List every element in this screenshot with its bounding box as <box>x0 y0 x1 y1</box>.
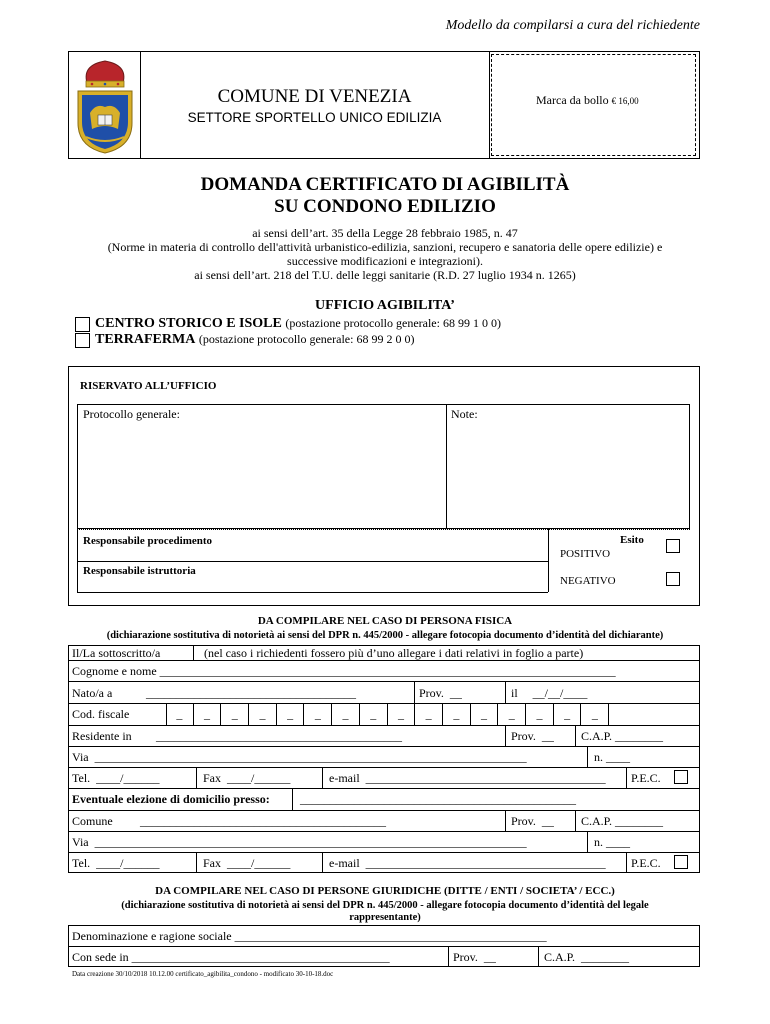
legal-line-2: (Norme in materia di controllo dell'attività urbanistico-edilizia, sanzioni, recupero e sanatoria delle opere edilizie) e <box>107 240 663 254</box>
cod-fiscale-cell[interactable]: _ <box>194 703 222 725</box>
cod-fiscale-cell[interactable]: _ <box>498 703 526 725</box>
cod-fiscale-cell[interactable]: _ <box>277 703 305 725</box>
fax-field[interactable]: Fax ____/______ <box>203 771 291 785</box>
telefono-domicilio-field[interactable]: Tel. ____/______ <box>72 856 160 870</box>
comune-label: Comune <box>72 814 113 828</box>
protocollo-note-box <box>77 404 690 529</box>
email-field[interactable]: e-mail ________________________________________ <box>329 771 606 785</box>
via-field[interactable]: Via ________________________________________________________________________ <box>72 750 527 764</box>
ufficio-title: UFFICIO AGIBILITA’ <box>315 298 455 313</box>
terraferma-checkbox[interactable] <box>75 333 90 348</box>
cognome-nome-field[interactable]: Cognome e nome ____________________________________________________________________________ <box>72 664 616 678</box>
pec-domicilio-checkbox[interactable] <box>674 855 688 869</box>
domicilio-field[interactable]: ______________________________________________ <box>300 792 576 806</box>
domicilio-label: Eventuale elezione di domicilio presso: <box>72 792 270 806</box>
cap-domicilio-field[interactable]: C.A.P. ________ <box>581 814 664 828</box>
sede-field[interactable]: Con sede in ___________________________________________ <box>72 950 390 964</box>
data-nascita-field[interactable]: il __/__/____ <box>511 686 588 700</box>
residente-label: Residente in <box>72 729 132 743</box>
cod-fiscale-cell[interactable]: _ <box>554 703 582 725</box>
prov-residenza-field[interactable]: Prov. __ <box>511 729 554 743</box>
footer-note: Data creazione 30/10/2018 10.12.00 certificato_agibilita_condono - modificato 30-10-18.doc <box>72 970 334 978</box>
legal-line-4: ai sensi dell’art. 218 del T.U. delle leggi sanitarie (R.D. 27 luglio 1934 n. 1265) <box>194 268 576 282</box>
pec-domicilio-label: P.E.C. <box>631 856 661 870</box>
sottoscritto-label: Il/La sottoscritto/a <box>72 646 161 660</box>
comune-title: COMUNE DI VENEZIA <box>217 86 412 107</box>
numero-civico-field[interactable]: n. ____ <box>594 750 630 764</box>
note-label: Note: <box>451 407 478 421</box>
riservato-title: RISERVATO ALL’UFFICIO <box>80 380 217 392</box>
cod-fiscale-cell[interactable]: _ <box>582 703 610 725</box>
nato-field[interactable]: ___________________________________ <box>146 686 356 700</box>
settore-title: SETTORE SPORTELLO UNICO EDILIZIA <box>187 110 442 125</box>
giuridica-subtitle-1: (dichiarazione sostitutiva di notorietà ai sensi del DPR n. 445/2000 - allegare fotocopia documento d’identità del legale <box>121 900 649 911</box>
negativo-checkbox[interactable] <box>666 572 680 586</box>
cod-fiscale-cell[interactable]: _ <box>166 703 194 725</box>
cod-fiscale-cell[interactable]: _ <box>249 703 277 725</box>
resp-istruttoria-label: Responsabile istruttoria <box>83 565 196 577</box>
via-domicilio-field[interactable]: Via ________________________________________________________________________ <box>72 835 527 849</box>
pec-label: P.E.C. <box>631 771 661 785</box>
fisica-title: DA COMPILARE NEL CASO DI PERSONA FISICA <box>257 615 513 627</box>
cod-fiscale-cell[interactable]: _ <box>305 703 333 725</box>
giuridica-subtitle-2: rappresentante) <box>349 912 421 923</box>
cap-sede-field[interactable]: C.A.P. ________ <box>544 950 630 964</box>
negativo-label: NEGATIVO <box>560 575 616 587</box>
cod-fiscale-cell[interactable]: _ <box>332 703 360 725</box>
cod-fiscale-label: Cod. fiscale <box>72 707 130 721</box>
residente-field[interactable]: _________________________________________ <box>156 729 402 743</box>
legal-line-3: successive modificazioni e integrazioni). <box>287 254 483 268</box>
legal-line-1: ai sensi dell’art. 35 della Legge 28 febbraio 1985, n. 47 <box>252 226 518 240</box>
fisica-subtitle: (dichiarazione sostitutiva di notorietà ai sensi del DPR n. 445/2000 - allegare fotocopia documento d’identità del dichiarante) <box>106 630 664 641</box>
document-subtitle: SU CONDONO EDILIZIO <box>274 196 496 217</box>
cap-residenza-field[interactable]: C.A.P. ________ <box>581 729 664 743</box>
cod-fiscale-cell[interactable]: _ <box>388 703 416 725</box>
positivo-label: POSITIVO <box>560 548 611 560</box>
centro-storico-checkbox[interactable] <box>75 317 90 332</box>
top-note: Modello da compilarsi a cura del richiedente <box>445 18 700 33</box>
resp-procedimento-label: Responsabile procedimento <box>83 535 213 547</box>
pec-checkbox[interactable] <box>674 770 688 784</box>
comune-field[interactable]: _________________________________________ <box>140 814 386 828</box>
cod-fiscale-cell[interactable]: _ <box>471 703 499 725</box>
giuridica-title: DA COMPILARE NEL CASO DI PERSONE GIURIDICHE (DITTE / ENTI / SOCIETA’ / ECC.) <box>155 885 615 897</box>
cod-fiscale-cell[interactable]: _ <box>360 703 388 725</box>
email-domicilio-field[interactable]: e-mail ________________________________________ <box>329 856 606 870</box>
centro-storico-option: CENTRO STORICO E ISOLE (postazione protocollo generale: 68 99 1 0 0) <box>95 316 501 331</box>
cod-fiscale-cell[interactable]: _ <box>526 703 554 725</box>
cod-fiscale-cell[interactable]: _ <box>443 703 471 725</box>
comune-crest-logo <box>72 55 138 155</box>
protocollo-label: Protocollo generale: <box>83 407 180 421</box>
prov-nascita-field[interactable]: Prov. __ <box>419 686 462 700</box>
denominazione-field[interactable]: Denominazione e ragione sociale ____________________________________________________ <box>72 929 547 943</box>
sottoscritto-note: (nel caso i richiedenti fossero più d’uno allegare i dati relativi in foglio a parte) <box>204 646 584 660</box>
fax-domicilio-field[interactable]: Fax ____/______ <box>203 856 291 870</box>
cod-fiscale-cell[interactable]: _ <box>415 703 443 725</box>
marca-label: Marca da bollo € 16,00 <box>536 93 639 107</box>
positivo-checkbox[interactable] <box>666 539 680 553</box>
prov-domicilio-field[interactable]: Prov. __ <box>511 814 554 828</box>
terraferma-option: TERRAFERMA (postazione protocollo generale: 68 99 2 0 0) <box>95 332 415 347</box>
document-title: DOMANDA CERTIFICATO DI AGIBILITÀ <box>200 174 570 195</box>
prov-sede-field[interactable]: Prov. __ <box>453 950 496 964</box>
cod-fiscale-cell[interactable]: _ <box>221 703 249 725</box>
esito-label: Esito <box>620 534 644 546</box>
telefono-field[interactable]: Tel. ____/______ <box>72 771 160 785</box>
numero-domicilio-field[interactable]: n. ____ <box>594 835 630 849</box>
nato-label: Nato/a a <box>72 686 113 700</box>
